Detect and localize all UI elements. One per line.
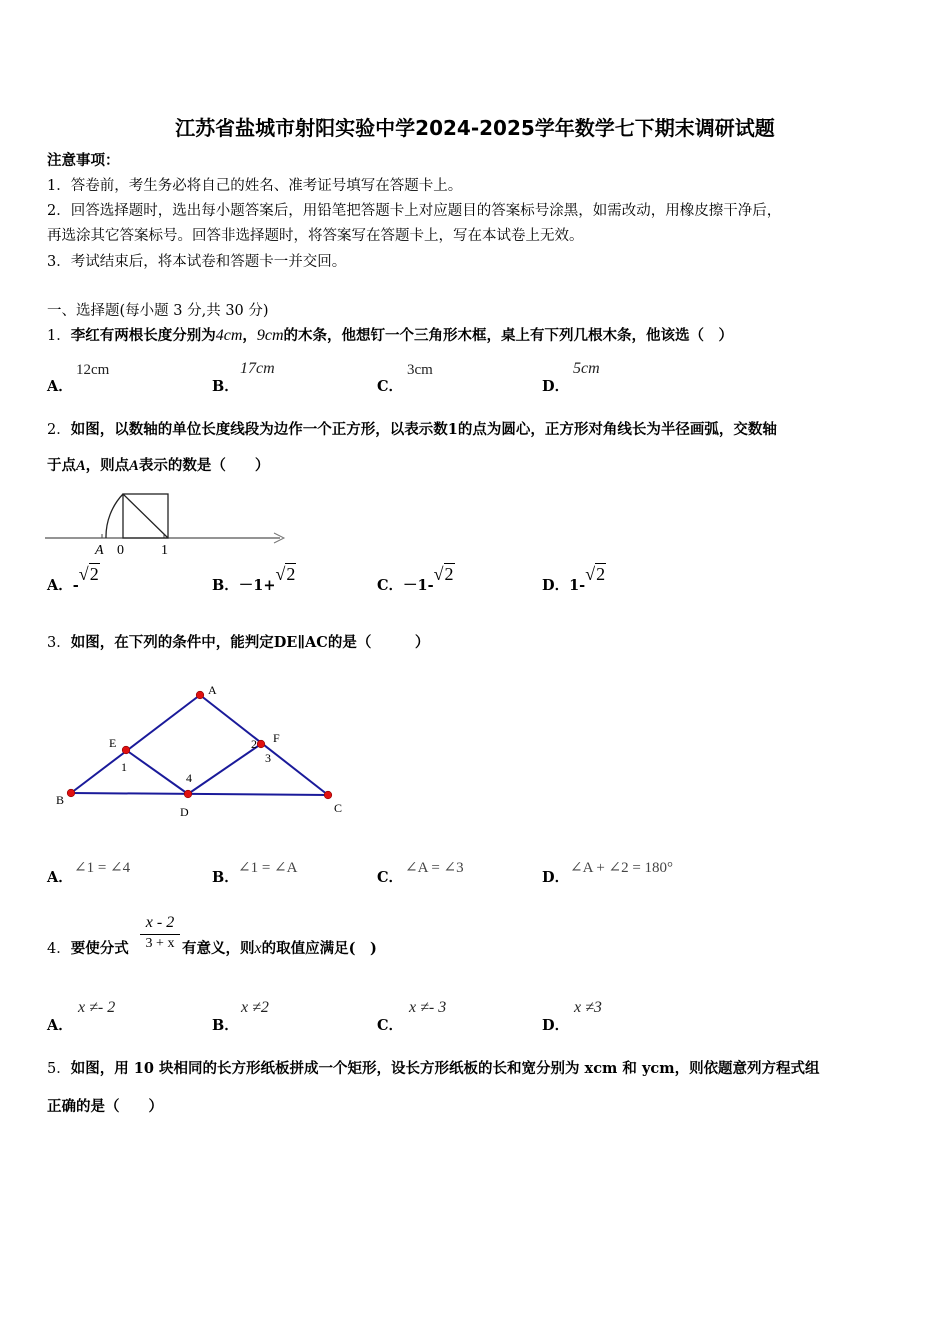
segment-ed xyxy=(126,750,188,794)
q2-option-c-label: C． xyxy=(377,577,404,594)
q1-number: 1． xyxy=(47,328,71,344)
q1-sep: ， xyxy=(242,327,257,344)
q3-text-b: 的是（ ） xyxy=(327,634,430,651)
question-3 xyxy=(47,634,429,652)
notice-item-2: 2．回答选择题时，选出每小题答案后，用铅笔把答题卡上对应题目的答案标号涂黑，如需改动，用橡皮擦干净后， xyxy=(47,203,782,219)
q4-option-c-label[interactable]: C． xyxy=(377,1017,404,1034)
q2-number: 2． xyxy=(47,422,71,438)
q2-text-c: 于点 xyxy=(47,457,76,474)
q4-option-b-value: x ≠2 xyxy=(241,999,269,1016)
q2-text-a: 如图，以数轴的单位长度线段为边作一个正方形，以表示数 xyxy=(70,421,448,438)
q2-option-d[interactable] xyxy=(542,564,606,595)
q2-option-c-prefix: －1- xyxy=(403,577,434,594)
q3-option-d-label[interactable]: D． xyxy=(542,869,570,886)
q4-fraction xyxy=(140,914,180,952)
q2-option-b-prefix: －1+ xyxy=(238,577,276,594)
q2-option-d-label: D． xyxy=(542,577,570,594)
q1-option-b-value: 17cm xyxy=(240,360,275,377)
q4-text-a: 要使分式 xyxy=(70,940,129,957)
q4-denominator: 3 + x xyxy=(145,936,175,951)
q2-option-a-radicand: 2 xyxy=(89,564,99,584)
q1-len1: 4cm xyxy=(215,327,243,344)
q1-option-a-value: 12cm xyxy=(76,362,110,378)
label-a: A xyxy=(95,543,104,558)
q2-option-c-radicand: 2 xyxy=(444,564,454,584)
notice-item-3: 3．考试结束后，将本试卷和答题卡一并交回。 xyxy=(47,254,347,270)
point-d xyxy=(184,790,192,798)
notice-heading: 注意事项： xyxy=(47,152,120,169)
question-2-line-2 xyxy=(47,457,269,475)
q1-option-a-label[interactable]: A． xyxy=(47,378,73,395)
q4-number: 4． xyxy=(47,941,71,957)
q4-numerator: x - 2 xyxy=(140,914,180,935)
q3-option-c-value: ∠A = ∠3 xyxy=(405,860,464,876)
question-5-line-1 xyxy=(47,1060,820,1078)
point-c xyxy=(324,791,332,799)
q2-option-b[interactable] xyxy=(212,564,296,595)
q4-option-b-label[interactable]: B． xyxy=(212,1017,239,1034)
question-5-line-2: 正确的是（ ） xyxy=(47,1098,163,1115)
q3-option-d-value: ∠A + ∠2 = 180° xyxy=(570,860,674,876)
question-1 xyxy=(47,327,733,345)
sqrt-symbol: √2 xyxy=(433,564,454,584)
angle-label-4: 4 xyxy=(186,771,192,785)
q5-text-a: 如图，用 10 块相同的长方形纸板拼成一个矩形，设长方形纸板的长和宽分别为 xcm 和 ycm，则依题意列方程式组 xyxy=(70,1060,820,1077)
q2-option-a-prefix: - xyxy=(72,577,79,594)
label-E: E xyxy=(109,736,117,750)
q4-option-a-value: x ≠- 2 xyxy=(78,999,116,1016)
q2-number-line-figure xyxy=(40,484,290,559)
q3-triangle-figure xyxy=(48,678,358,828)
q2-option-b-label: B． xyxy=(212,577,239,594)
diagonal-arc xyxy=(106,494,123,538)
q2-text-d: ，则点 xyxy=(85,457,130,474)
q3-option-b-value: ∠1 = ∠A xyxy=(238,860,298,876)
angle-label-3: 3 xyxy=(265,751,271,765)
angle-label-1: 1 xyxy=(121,760,127,774)
label-zero: 0 xyxy=(117,543,124,558)
label-D: D xyxy=(180,805,189,819)
q2-text-b: 的点为圆心，正方形对角线长为半径画弧，交数轴 xyxy=(457,421,777,438)
q2-option-c[interactable] xyxy=(377,564,455,595)
question-4 xyxy=(47,940,129,958)
notice-item-1: 1．答卷前，考生务必将自己的姓名、准考证号填写在答题卡上。 xyxy=(47,178,463,194)
notice-item-2-cont: 再选涂其它答案标号。回答非选择题时，将答案写在答题卡上，写在本试卷上无效。 xyxy=(47,228,584,244)
page-title: 江苏省盐城市射阳实验中学2024-2025学年数学七下期末调研试题 xyxy=(175,116,775,140)
point-b xyxy=(67,789,75,797)
q3-text-a: 如图，在下列的条件中，能判定 xyxy=(70,634,274,651)
q2-num-one: 1 xyxy=(447,421,458,438)
q1-option-c-label[interactable]: C． xyxy=(377,378,404,395)
q4-text-c: 的取值应满足( ) xyxy=(261,940,377,957)
q2-option-a[interactable] xyxy=(47,564,100,595)
segment-ba xyxy=(71,695,200,793)
q3-option-b-label[interactable]: B． xyxy=(212,869,239,886)
q4-var: x xyxy=(254,940,262,957)
q1-option-d-label[interactable]: D． xyxy=(542,378,570,395)
sqrt-symbol: √2 xyxy=(585,564,606,584)
q4-option-d-label[interactable]: D． xyxy=(542,1017,570,1034)
question-2-line-1 xyxy=(47,421,777,439)
q2-point-a: A xyxy=(76,458,86,474)
q2-option-d-prefix: 1- xyxy=(569,577,586,594)
label-C: C xyxy=(334,801,343,815)
q4-tail xyxy=(182,940,377,958)
q3-condition: DE∥AC xyxy=(273,634,328,651)
point-a xyxy=(196,691,204,699)
q5-number: 5． xyxy=(47,1061,71,1077)
sqrt-symbol: √2 xyxy=(78,564,99,584)
q2-point-a-2: A xyxy=(129,458,139,474)
q1-text-a: 李红有两根长度分别为 xyxy=(70,327,216,344)
q2-option-d-radicand: 2 xyxy=(596,564,606,584)
q4-option-c-value: x ≠- 3 xyxy=(409,999,447,1016)
q1-option-d-value: 5cm xyxy=(573,360,600,377)
label-A: A xyxy=(208,683,217,697)
label-B: B xyxy=(56,793,65,807)
segment-bc xyxy=(71,793,328,795)
label-one: 1 xyxy=(161,543,168,558)
q2-option-a-label: A． xyxy=(47,577,73,594)
q3-option-c-label[interactable]: C． xyxy=(377,869,404,886)
q2-text-e: 表示的数是（ ） xyxy=(138,457,270,474)
segment-df xyxy=(188,744,261,794)
angle-label-2: 2 xyxy=(251,737,257,751)
q3-option-a-label[interactable]: A． xyxy=(47,869,73,886)
q3-number: 3． xyxy=(47,635,71,651)
label-F: F xyxy=(273,731,280,745)
q1-len2: 9cm xyxy=(256,327,284,344)
section-heading: 一、选择题(每小题 3 分,共 30 分) xyxy=(47,303,269,319)
sqrt-symbol: √2 xyxy=(275,564,296,584)
q1-option-c-value: 3cm xyxy=(407,362,433,378)
q3-option-a-value: ∠1 = ∠4 xyxy=(74,860,131,876)
square-diagonal xyxy=(123,494,168,538)
q4-text-b: 有意义，则 xyxy=(182,940,255,957)
point-e xyxy=(122,746,130,754)
point-f xyxy=(257,740,265,748)
q1-text-b: 的木条，他想钉一个三角形木框，桌上有下列几根木条，他该选（ ） xyxy=(283,327,734,344)
q1-option-b-label[interactable]: B． xyxy=(212,378,239,395)
q4-option-a-label[interactable]: A． xyxy=(47,1017,73,1034)
q2-option-b-radicand: 2 xyxy=(286,564,296,584)
q4-option-d-value: x ≠3 xyxy=(574,999,602,1016)
